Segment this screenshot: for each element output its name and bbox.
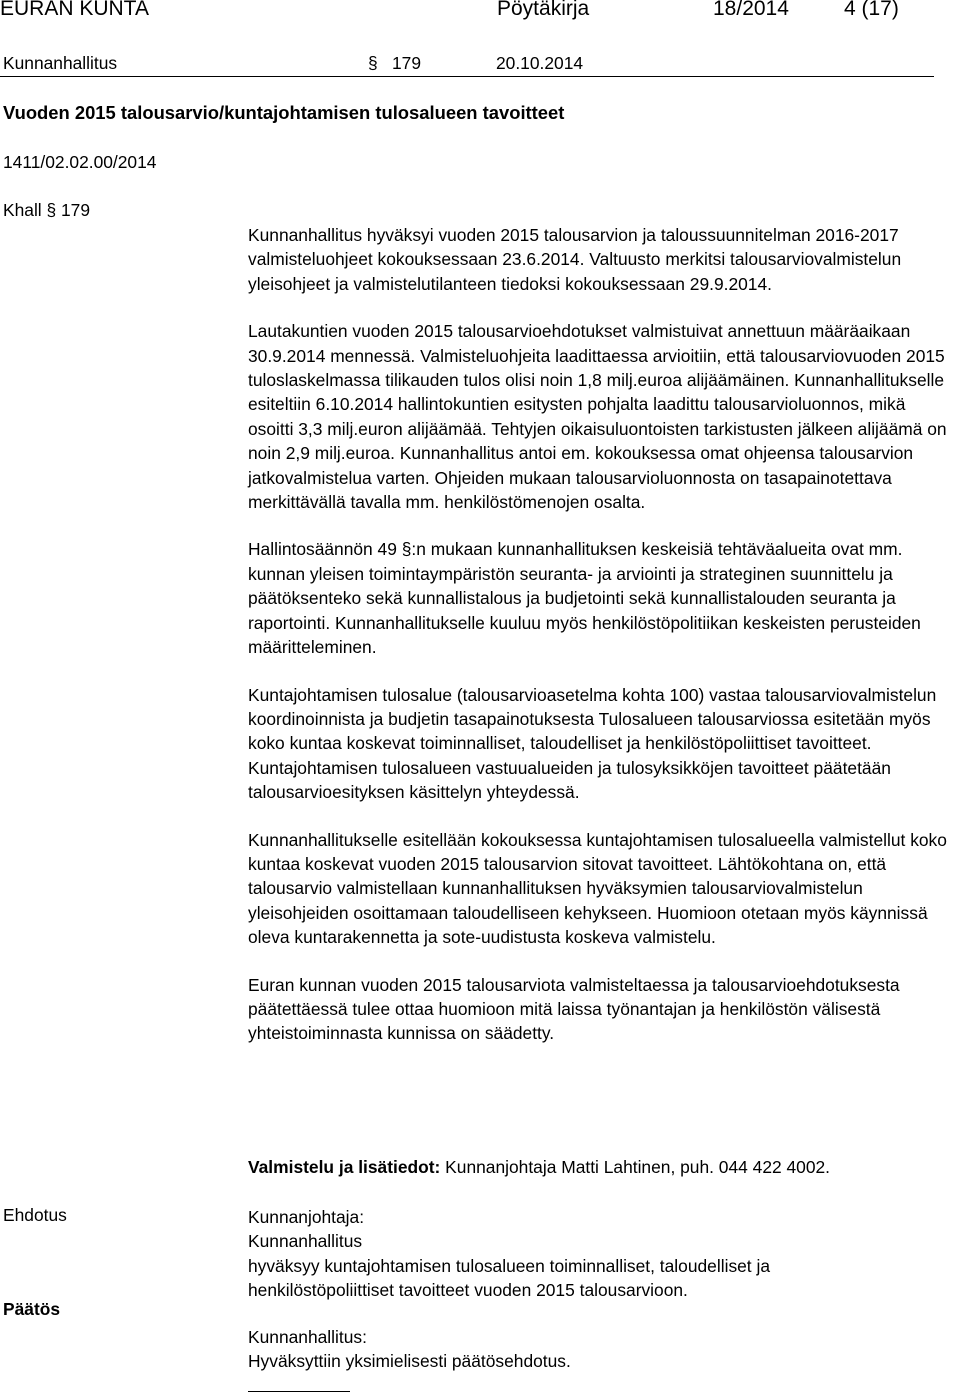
paragraph: Hallintosäännön 49 §:n mukaan kunnanhallituksen keskeisiä tehtäväalueita ovat mm. kunnan yleisen toimintaympäristön seuranta- ja arviointi ja strateginen suunnittelu ja päätöksenteko sekä kunnallistalous ja budjetointi sekä kunnallistalouden seuranta ja raportointi. Kunnanhallitukselle kuuluu myös henkilöstöpolitiikan keskeisten perusteiden määritteleminen. — [248, 539, 921, 658]
paragraph: Kunnanhallitukselle esitellään kokouksessa kuntajohtamisen tulosalueella valmistellut koko kuntaa koskevat vuoden 2015 talousarvion sitovat tavoitteet. Lähtökohtana on, että talousarvio valmistellaan kunnanhallituksen hyväksymien talousarviovalmistelun yleisohjeiden osoittamaan taloudelliseen kehykseen. Huomioon otetaan myös käynnissä oleva kuntarakennetta ja sote-uudistusta koskeva valmistelu. — [248, 829, 947, 948]
meeting-body: Kunnanhallitus — [3, 53, 118, 73]
proposal-line: hyväksyy kuntajohtamisen tulosalueen toiminnalliset, taloudelliset ja — [248, 1255, 771, 1276]
decision-text — [248, 1325, 571, 1374]
page-title: Vuoden 2015 talousarvio/kuntajohtamisen tulosalueen tavoitteet — [3, 102, 565, 123]
contact-label: Valmistelu ja lisätiedot: — [248, 1157, 441, 1177]
proposal-text — [248, 1205, 770, 1303]
paragraph: Kuntajohtamisen tulosalue (talousarvioasetelma kohta 100) vastaa talousarviovalmistelun koordinoinnista ja budjetin tasapainotuksesta Tulosalueen talousarviossa esitetään myös koko kuntaa koskevat toiminnalliset, taloudelliset ja henkilöstöpoliittiset tavoitteet. Kuntajohtamisen tulosalueen vastuualueiden ja tulosyksikköjen tavoitteet päätetään talousarvioesityksen käsittelyn yhteydessä. — [248, 684, 937, 803]
decision-label: Päätös — [3, 1299, 61, 1319]
paragraph: Lautakuntien vuoden 2015 talousarvioehdotukset valmistuivat annettuun määräaikaan 30.9.2014 mennessä. Valmisteluohjeita laadittaessa arvioitiin, että talousarviovuoden 2015 tuloslaskelmassa tilikauden tulos olisi noin 1,8 milj.euroa alijäämäinen. Kunnanhallitukselle esiteltiin 6.10.2014 hallintokuntien esitysten pohjalta laadittu talousarvioluonnos, mikä osoitti 3,3 milj.euron alijäämää. Tehtyjen oikaisuluontoisten tarkistusten jälkeen alijäämä on noin 2,9 milj.euroa. Kunnanhallitus antoi em. kokouksessa omat ohjeensa talousarvion jatkovalmistelua varten. Ohjeiden mukaan talousarvioluonnosta on tasapainotettava merkittävällä tavalla mm. henkilöstömenojen osalta. — [248, 321, 947, 513]
proposal-label: Ehdotus — [3, 1205, 67, 1225]
decision-line: Hyväksyttiin yksimielisesti päätösehdotus. — [248, 1351, 571, 1372]
body-text — [248, 223, 953, 1069]
proposal-line: Kunnanjohtaja: — [248, 1207, 365, 1227]
meeting-date: 20.10.2014 — [496, 53, 584, 73]
decision-line: Kunnanhallitus: — [248, 1327, 367, 1347]
header-divider — [0, 76, 934, 77]
signature-line — [248, 1391, 350, 1392]
section-reference: Khall § 179 — [3, 200, 91, 220]
paragraph: Euran kunnan vuoden 2015 talousarviota valmisteltaessa ja talousarvioehdotuksesta päätettäessä tulee ottaa huomioon mitä laissa työnantajan ja henkilöstön välisestä yhteistoiminnasta kunnissa on säädetty. — [248, 974, 900, 1044]
record-number: 1411/02.02.00/2014 — [3, 152, 157, 172]
section-symbol: § — [368, 53, 378, 73]
section-number: 179 — [392, 53, 422, 73]
contact-text: Kunnanjohtaja Matti Lahtinen, puh. 044 422 4002. — [445, 1157, 831, 1177]
organization-name: EURAN KUNTA — [0, 0, 149, 20]
page-number: 4 (17) — [844, 0, 899, 20]
proposal-line: henkilöstöpoliittiset tavoitteet vuoden 2015 talousarvioon. — [248, 1280, 688, 1301]
proposal-line: Kunnanhallitus — [248, 1231, 363, 1252]
document-type: Pöytäkirja — [497, 0, 590, 20]
paragraph: Kunnanhallitus hyväksyi vuoden 2015 talousarvion ja taloussuunnitelman 2016-2017 valmisteluohjeet kokouksessaan 23.6.2014. Valtuusto merkitsi talousarviovalmistelun yleisohjeet ja valmistelutilanteen tiedoksi kokouksessaan 29.9.2014. — [248, 225, 902, 294]
document-number: 18/2014 — [713, 0, 789, 20]
contact-line — [248, 1155, 830, 1179]
